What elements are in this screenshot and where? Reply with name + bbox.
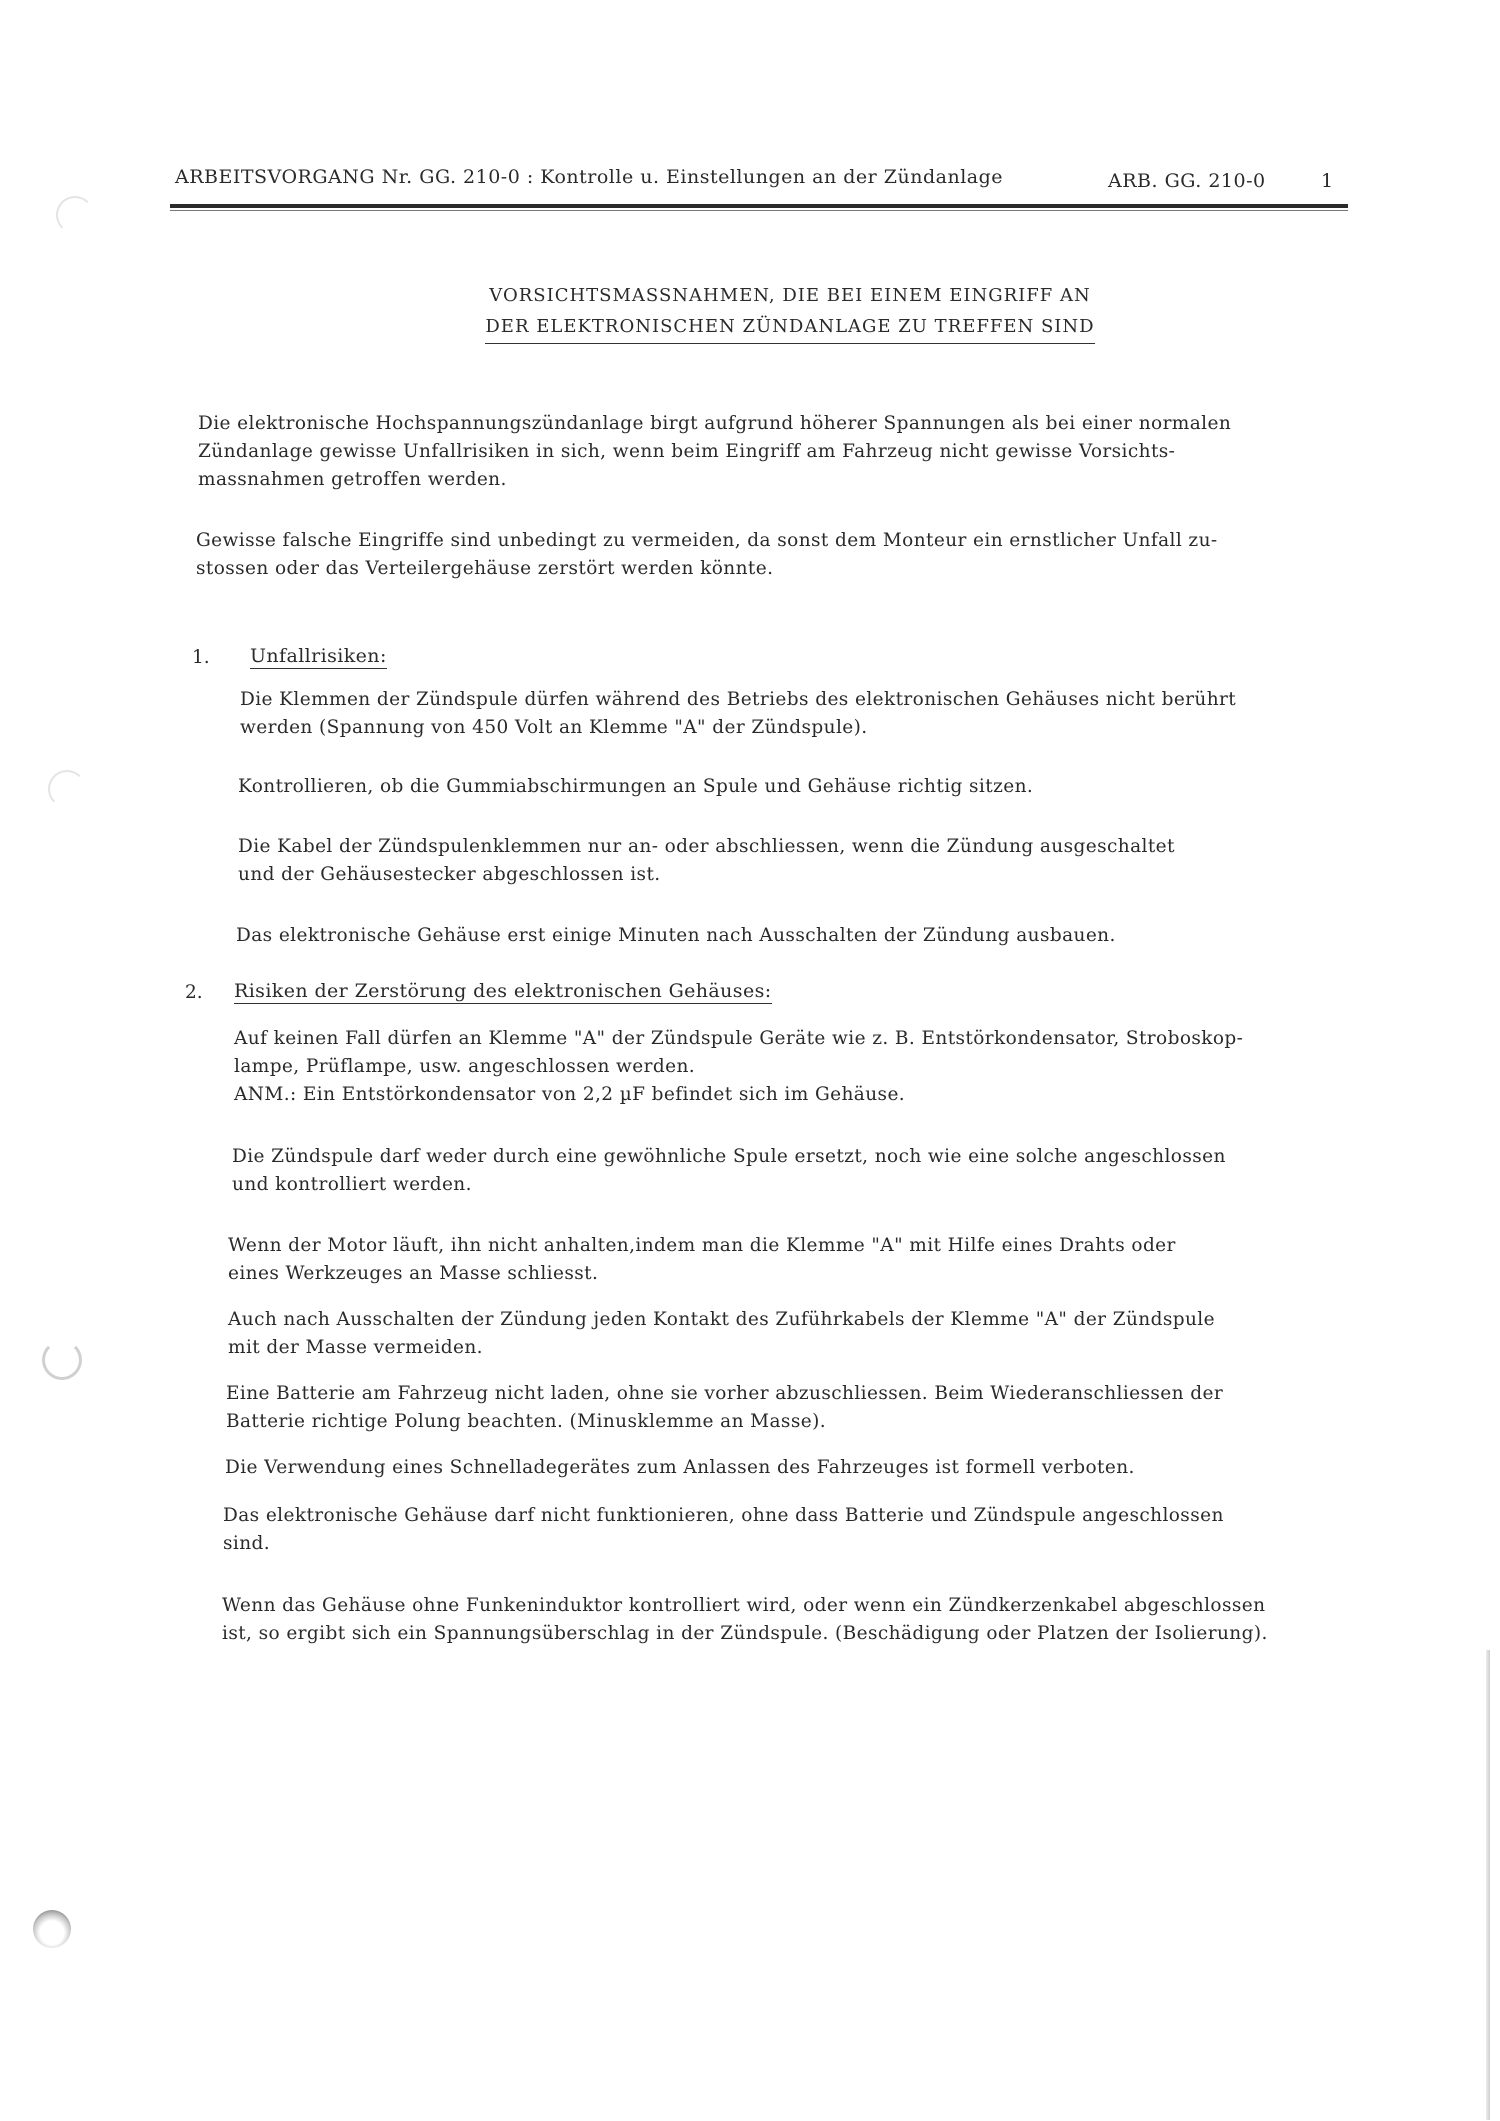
section-heading xyxy=(250,645,387,667)
header-rule-thin xyxy=(170,210,1348,211)
text-line: Auch nach Ausschalten der Zündung jeden Kontakt des Zuführkabels der Klemme "A" der Zündspule xyxy=(228,1309,1215,1330)
section2-paragraph xyxy=(228,1306,1215,1362)
section2-paragraph xyxy=(228,1232,1176,1288)
title-line-1: VORSICHTSMASSNAHMEN, DIE BEI EINEM EINGRIFF AN xyxy=(489,285,1091,306)
text-line: Gewisse falsche Eingriffe sind unbedingt zu vermeiden, da sonst dem Monteur ein ernstlicher Unfall zu- xyxy=(196,530,1218,551)
text-line: Die elektronische Hochspannungszündanlage birgt aufgrund höherer Spannungen als bei einer normalen xyxy=(198,413,1232,434)
text-line: Die Kabel der Zündspulenklemmen nur an- oder abschliessen, wenn die Zündung ausgeschaltet xyxy=(238,836,1175,857)
section-heading xyxy=(234,980,772,1002)
page-header xyxy=(175,166,1345,196)
section2-paragraph xyxy=(232,1143,1226,1199)
section-heading-text: Unfallrisiken: xyxy=(250,645,387,667)
text-line: Die Verwendung eines Schnelladegerätes zum Anlassen des Fahrzeuges ist formell verboten. xyxy=(225,1457,1135,1478)
text-line: lampe, Prüflampe, usw. angeschlossen werden. xyxy=(234,1056,696,1077)
section-number: 2. xyxy=(185,982,203,1003)
header-rule xyxy=(170,204,1348,208)
text-line: werden (Spannung von 450 Volt an Klemme "A" der Zündspule). xyxy=(240,717,868,738)
header-title: ARBEITSVORGANG Nr. GG. 210-0 : Kontrolle u. Einstellungen an der Zündanlage xyxy=(175,166,1004,188)
text-line: und der Gehäusestecker abgeschlossen ist. xyxy=(238,864,661,885)
text-line: Die Klemmen der Zündspule dürfen während des Betriebs des elektronischen Gehäuses nicht berührt xyxy=(240,689,1237,710)
page-number: 1 xyxy=(1321,170,1334,192)
section1-paragraph xyxy=(240,686,1236,742)
header-code: ARB. GG. 210-0 xyxy=(1108,170,1266,192)
section1-paragraph xyxy=(238,833,1175,889)
text-line: sind. xyxy=(223,1533,271,1554)
section1-paragraph xyxy=(238,773,1033,801)
text-line: Auf keinen Fall dürfen an Klemme "A" der Zündspule Geräte wie z. B. Entstörkondensator, Stroboskop- xyxy=(234,1028,1244,1049)
intro-paragraph xyxy=(198,410,1231,494)
title-line-2: DER ELEKTRONISCHEN ZÜNDANLAGE ZU TREFFEN SIND xyxy=(485,311,1094,344)
text-line: Das elektronische Gehäuse darf nicht funktionieren, ohne dass Batterie und Zündspule angeschlossen xyxy=(223,1505,1224,1526)
text-line: Batterie richtige Polung beachten. (Minusklemme an Masse). xyxy=(226,1411,826,1432)
page-edge-shadow xyxy=(1486,1650,1490,2120)
text-line: Zündanlage gewisse Unfallrisiken in sich, wenn beim Eingriff am Fahrzeug nicht gewisse Vorsichts- xyxy=(198,441,1176,462)
text-line: Eine Batterie am Fahrzeug nicht laden, ohne sie vorher abzuschliessen. Beim Wiederanschliessen der xyxy=(226,1383,1224,1404)
section-number: 1. xyxy=(192,647,210,668)
punch-hole-icon xyxy=(42,1340,82,1380)
section1-paragraph xyxy=(236,922,1116,950)
section2-paragraph xyxy=(222,1592,1268,1648)
punch-hole-icon xyxy=(33,1910,71,1948)
intro-paragraph xyxy=(196,527,1218,583)
text-line: eines Werkzeuges an Masse schliesst. xyxy=(228,1263,599,1284)
section2-paragraph xyxy=(234,1025,1243,1109)
text-line: ist, so ergibt sich ein Spannungsüberschlag in der Zündspule. (Beschädigung oder Platzen der Isolierung). xyxy=(222,1623,1268,1644)
text-line: Das elektronische Gehäuse erst einige Minuten nach Ausschalten der Zündung ausbauen. xyxy=(236,925,1116,946)
section-heading-text: Risiken der Zerstörung des elektronischen Gehäuses: xyxy=(234,980,772,1002)
text-line: ANM.: Ein Entstörkondensator von 2,2 µF befindet sich im Gehäuse. xyxy=(234,1084,906,1105)
text-line: massnahmen getroffen werden. xyxy=(198,469,507,490)
text-line: Kontrollieren, ob die Gummiabschirmungen an Spule und Gehäuse richtig sitzen. xyxy=(238,776,1034,797)
punch-hole-icon xyxy=(48,770,86,808)
text-line: mit der Masse vermeiden. xyxy=(228,1337,483,1358)
text-line: und kontrolliert werden. xyxy=(232,1174,472,1195)
text-line: stossen oder das Verteilergehäuse zerstört werden könnte. xyxy=(196,558,774,579)
text-line: Die Zündspule darf weder durch eine gewöhnliche Spule ersetzt, noch wie eine solche angeschlossen xyxy=(232,1146,1226,1167)
section2-paragraph xyxy=(226,1380,1223,1436)
section2-paragraph xyxy=(223,1502,1224,1558)
text-line: Wenn der Motor läuft, ihn nicht anhalten,indem man die Klemme "A" mit Hilfe eines Drahts oder xyxy=(228,1235,1176,1256)
document-title xyxy=(440,280,1140,344)
text-line: Wenn das Gehäuse ohne Funkeninduktor kontrolliert wird, oder wenn ein Zündkerzenkabel abgeschlossen xyxy=(222,1595,1266,1616)
punch-hole-icon xyxy=(56,196,94,234)
section2-paragraph xyxy=(225,1454,1135,1482)
